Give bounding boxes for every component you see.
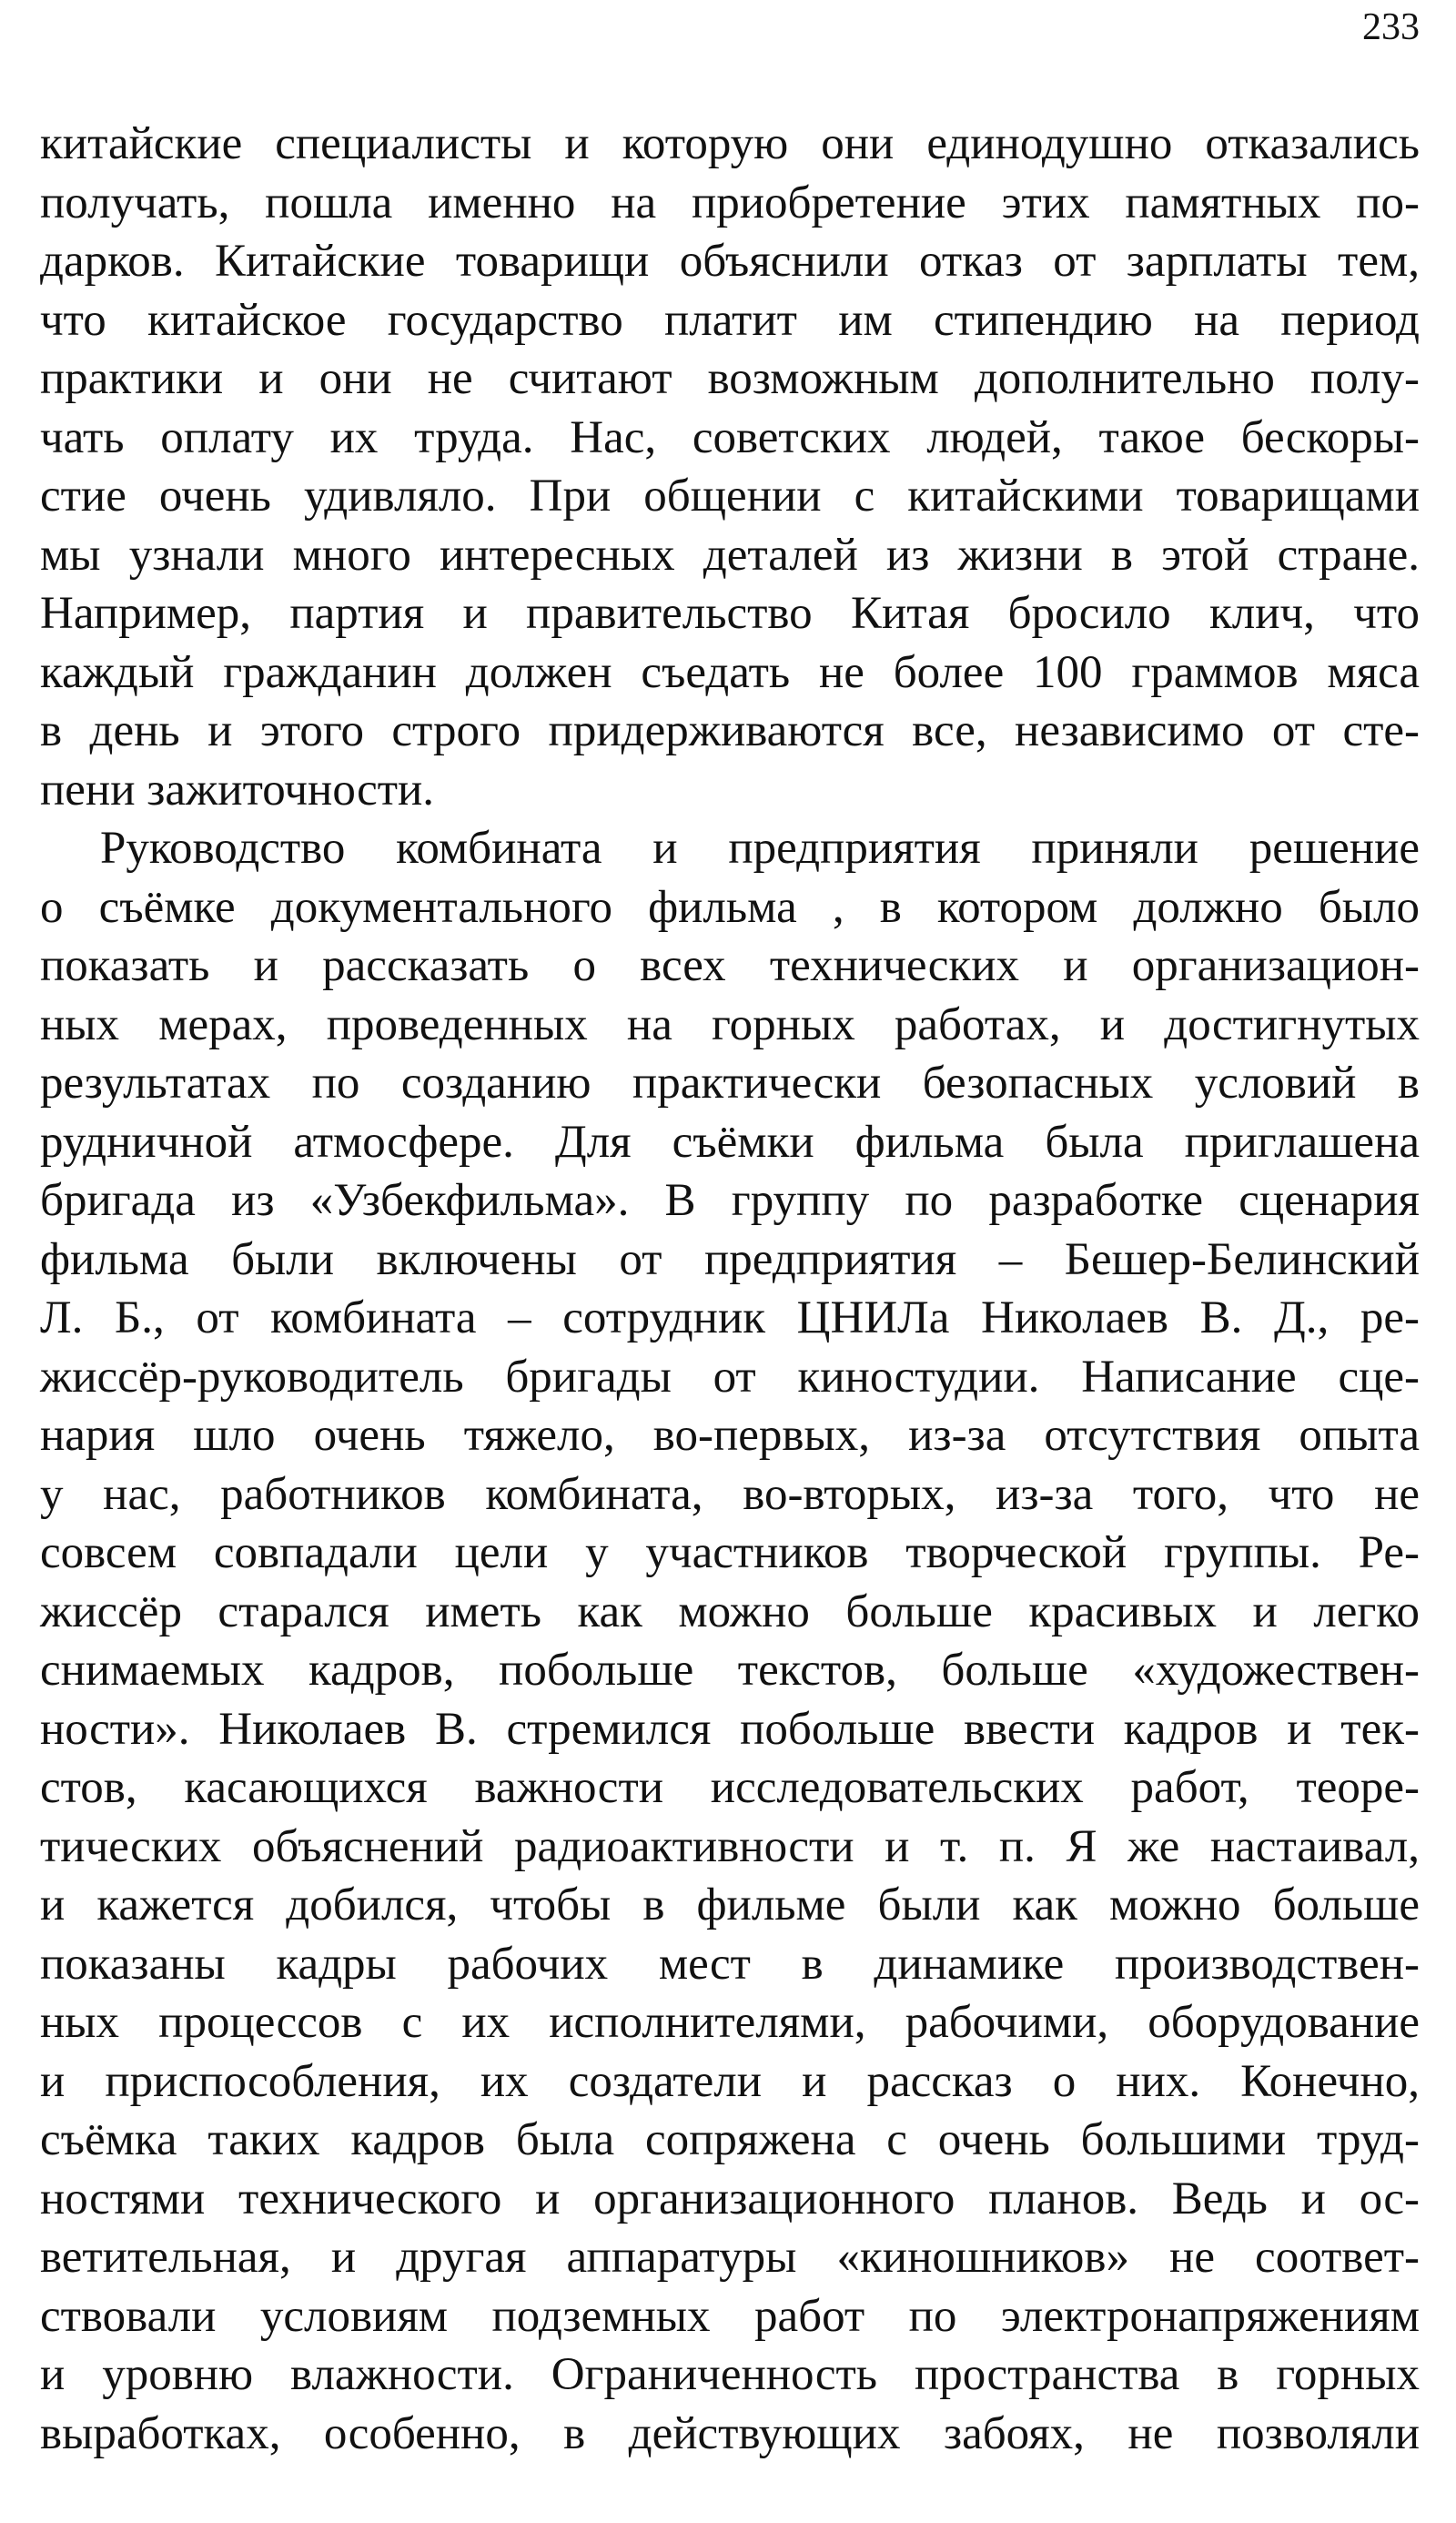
text-line: бригада из «Узбекфильма». В группу по разработке сценария xyxy=(40,1175,1420,1226)
text-line: стов, касающихся важности исследовательских работ, теоре- xyxy=(40,1762,1420,1813)
text-line: и уровню влажности. Ограниченность пространства в горных xyxy=(40,2349,1420,2400)
text-line: каждый гражданин должен съедать не более 100 граммов мяса xyxy=(40,646,1420,698)
text-line: ности». Николаев В. стремился побольше ввести кадров и тек- xyxy=(40,1703,1420,1755)
text-line: жиссёр-руководитель бригады от киностудии. Написание сце- xyxy=(40,1351,1420,1403)
text-line: и кажется добился, чтобы в фильме были как можно больше xyxy=(40,1880,1420,1930)
text-line: в день и этого строго придерживаются все, независимо от сте- xyxy=(40,705,1420,756)
text-line: показать и рассказать о всех технических и организацион- xyxy=(40,940,1420,991)
text-line: мы узнали много интересных деталей из жизни в этой стране. xyxy=(40,529,1420,581)
text-line: нария шло очень тяжело, во-первых, из-за отсутствия опыта xyxy=(40,1410,1420,1461)
text-line: ветительная, и другая аппаратуры «киношников» не соответ- xyxy=(40,2232,1420,2283)
text-line: чать оплату их труда. Нас, советских людей, такое бескоры- xyxy=(40,411,1420,463)
text-line: получать, пошла именно на приобретение этих памятных по- xyxy=(40,177,1420,228)
text-line: Руководство комбината и предприятия приняли решение xyxy=(100,823,1420,874)
text-line: рудничной атмосфере. Для съёмки фильма была приглашена xyxy=(40,1116,1420,1168)
text-line: жиссёр старался иметь как можно больше красивых и легко xyxy=(40,1586,1420,1637)
text-line: выработках, особенно, в действующих забоях, не позволяли xyxy=(40,2407,1420,2459)
text-line: практики и они не считают возможным дополнительно полу- xyxy=(40,353,1420,404)
text-line: результатах по созданию практически безопасных условий в xyxy=(40,1058,1420,1109)
text-line: ных мерах, проведенных на горных работах, и достигнутых xyxy=(40,998,1420,1050)
text-line: китайские специалисты и которую они единодушно отказались xyxy=(40,118,1420,169)
text-line: что китайское государство платит им стипендию на период xyxy=(40,294,1420,346)
body-text xyxy=(40,115,1420,2463)
text-line: пени зажиточности. xyxy=(40,764,435,816)
text-line: совсем совпадали цели у участников творческой группы. Ре- xyxy=(40,1527,1420,1578)
text-line: Например, партия и правительство Китая бросило клич, что xyxy=(40,588,1420,639)
text-line: ствовали условиям подземных работ по электронапряжениям xyxy=(40,2290,1420,2342)
text-line: дарков. Китайские товарищи объяснили отказ от зарплаты тем, xyxy=(40,236,1420,287)
text-line: стие очень удивляло. При общении с китайскими товарищами xyxy=(40,471,1420,522)
text-line: фильма были включены от предприятия – Бешер-Белинский xyxy=(40,1233,1420,1285)
text-line: ностями технического и организационного планов. Ведь и ос- xyxy=(40,2173,1420,2224)
text-line: и приспособления, их создатели и рассказ о них. Конечно, xyxy=(40,2055,1420,2107)
text-line: снимаемых кадров, побольше текстов, больше «художествен- xyxy=(40,1645,1420,1696)
text-line: съёмка таких кадров была сопряжена с очень большими труд- xyxy=(40,2114,1420,2165)
text-line: тических объяснений радиоактивности и т. п. Я же настаивал, xyxy=(40,1820,1420,1872)
page-number: 233 xyxy=(1362,6,1420,48)
text-line: Л. Б., от комбината – сотрудник ЦНИЛа Николаев В. Д., ре- xyxy=(40,1292,1420,1343)
text-line: ных процессов с их исполнителями, рабочими, оборудование xyxy=(40,1997,1420,2048)
text-line: показаны кадры рабочих мест в динамике производствен- xyxy=(40,1938,1420,1990)
text-line: у нас, работников комбината, во-вторых, из-за того, что не xyxy=(40,1468,1420,1520)
text-line: о съёмке документального фильма , в котором должно было xyxy=(40,881,1420,933)
